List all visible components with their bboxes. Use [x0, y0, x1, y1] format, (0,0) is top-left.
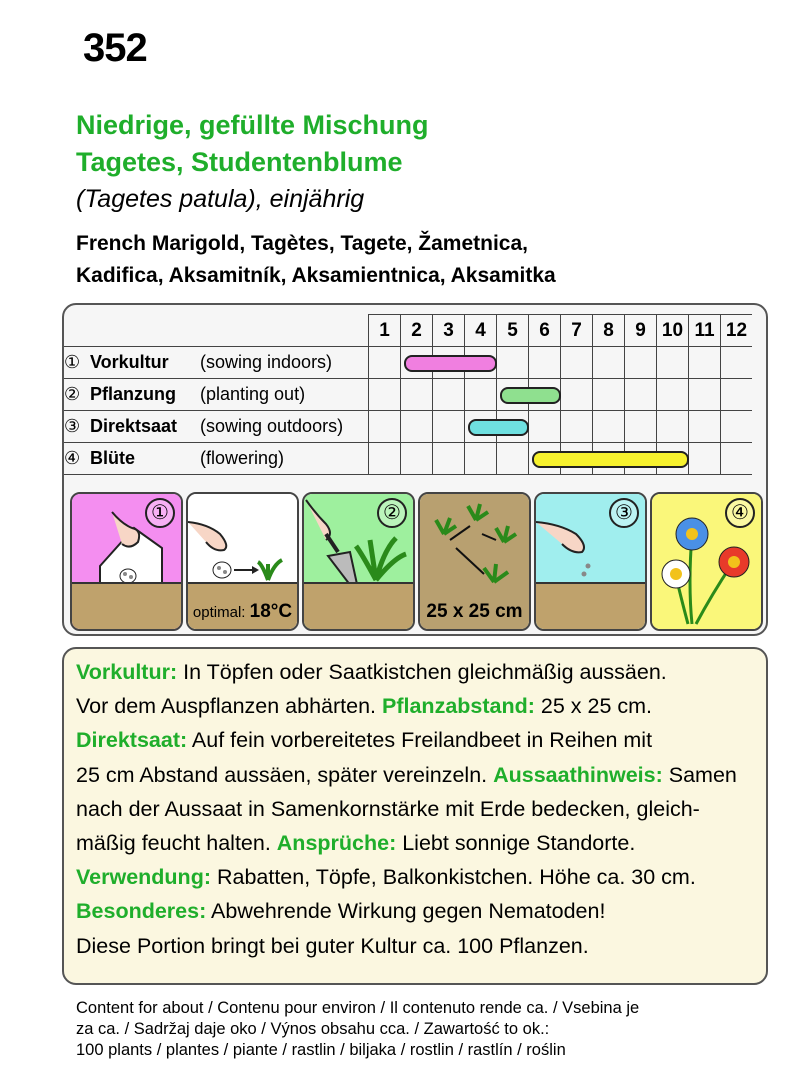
species-title: Tagetes, Studentenblume — [76, 147, 403, 177]
common-names-line2: Kadifica, Aksamitník, Aksamientnica, Aksamitka — [76, 264, 556, 287]
month-10: 10 — [657, 315, 689, 347]
stage-english: (sowing indoors) — [200, 352, 333, 372]
description-text: 25 x 25 cm. — [534, 694, 653, 719]
step-number: ① — [64, 352, 81, 372]
description-text: Vor dem Auspflanzen abhärten. — [76, 694, 382, 719]
calendar-row — [64, 379, 752, 411]
pictogram-planting-out — [302, 492, 415, 631]
stage-english: (flowering) — [200, 448, 285, 468]
description-text: Diese Portion bringt bei guter Kultur ca. 100 Pflanzen. — [76, 933, 589, 958]
description-text: mäßig feucht halten. — [76, 831, 277, 856]
step-number: ④ — [64, 448, 81, 468]
spacing-label: 25 x 25 cm — [426, 601, 523, 622]
description-keyword: Vorkultur: — [76, 660, 178, 684]
description-text: In Töpfen oder Saatkistchen gleichmäßig aussäen. — [177, 660, 667, 684]
stage-name: Pflanzung — [90, 384, 176, 404]
month-3: 3 — [433, 315, 465, 347]
description-text: Abwehrende Wirkung gegen Nematoden! — [206, 899, 606, 924]
month-header-row — [64, 315, 752, 347]
calendar-row — [64, 411, 752, 443]
month-6: 6 — [529, 315, 561, 347]
month-7: 7 — [561, 315, 593, 347]
description-box — [62, 647, 768, 985]
month-11: 11 — [689, 315, 721, 347]
soil — [72, 582, 181, 629]
variety-title: Niedrige, gefüllte Mischung — [76, 110, 429, 140]
stage-english: (planting out) — [200, 384, 306, 404]
schedule-bar — [500, 387, 562, 404]
month-4: 4 — [465, 315, 497, 347]
step-number: ② — [64, 384, 81, 404]
description-line — [76, 655, 756, 689]
step-number: ③ — [609, 498, 639, 528]
description-text: Liebt sonnige Standorte. — [396, 831, 636, 856]
step-number: ④ — [725, 498, 755, 528]
pictogram-spacing — [418, 492, 531, 631]
optimal-temperature: optimal: 18°C — [192, 601, 293, 622]
pictogram-flowering — [650, 492, 763, 631]
month-9: 9 — [625, 315, 657, 347]
latin-name: (Tagetes patula), einjährig — [76, 185, 365, 213]
description-line — [76, 929, 756, 963]
common-names-line1: French Marigold, Tagètes, Tagete, Žametnica, — [76, 232, 528, 255]
pictogram-sowing-indoors — [70, 492, 183, 631]
step-number: ① — [145, 498, 175, 528]
description-line — [76, 792, 756, 826]
description-keyword: Besonderes: — [76, 899, 207, 924]
soil — [536, 582, 645, 629]
description-text: Samen — [662, 762, 737, 787]
month-2: 2 — [401, 315, 433, 347]
description-text: 25 cm Abstand aussäen, später vereinzeln. — [76, 762, 494, 787]
step-number: ③ — [64, 416, 81, 436]
stage-name: Direktsaat — [90, 416, 178, 436]
pictogram-sowing-outdoors — [534, 492, 647, 631]
schedule-bar — [404, 355, 498, 372]
description-keyword: Direktsaat: — [76, 728, 188, 753]
description-line — [76, 689, 756, 723]
step-number: ② — [377, 498, 407, 528]
month-5: 5 — [497, 315, 529, 347]
schedule-bar — [468, 419, 530, 436]
description-text: Rabatten, Töpfe, Balkonkistchen. Höhe ca. 30 cm. — [210, 865, 696, 890]
description-text: Auf fein vorbereitetes Freilandbeet in Reihen mit — [187, 728, 653, 753]
pictogram-germination — [186, 492, 299, 631]
description-keyword: Ansprüche: — [276, 831, 397, 856]
schedule-bar — [532, 451, 690, 468]
stage-english: (sowing outdoors) — [200, 416, 344, 436]
description-keyword: Pflanzabstand: — [382, 694, 535, 719]
description-text: nach der Aussaat in Samenkornstärke mit Erde bedecken, gleich- — [76, 796, 700, 821]
footer-line: Content for about / Contenu pour environ / Il contenuto rende ca. / Vsebina je — [76, 999, 640, 1017]
description-keyword: Aussaathinweis: — [493, 762, 663, 787]
description-line — [76, 758, 756, 792]
soil — [304, 582, 413, 629]
footer-line: za ca. / Sadržaj daje oko / Výnos obsahu cca. / Zawartość to ok.: — [76, 1020, 550, 1038]
month-1: 1 — [369, 315, 401, 347]
stage-name: Blüte — [90, 448, 135, 468]
description-line — [76, 826, 756, 860]
description-line — [76, 860, 756, 894]
description-line — [76, 894, 756, 928]
footer-line: 100 plants / plantes / piante / rastlin / biljaka / rostlin / rastlín / roślin — [76, 1041, 566, 1059]
description-line — [76, 723, 756, 757]
month-12: 12 — [721, 315, 753, 347]
description-keyword: Verwendung: — [76, 865, 211, 890]
month-8: 8 — [593, 315, 625, 347]
content-footer — [76, 998, 639, 1061]
packet-number: 352 — [83, 26, 147, 70]
stage-name: Vorkultur — [90, 352, 169, 372]
